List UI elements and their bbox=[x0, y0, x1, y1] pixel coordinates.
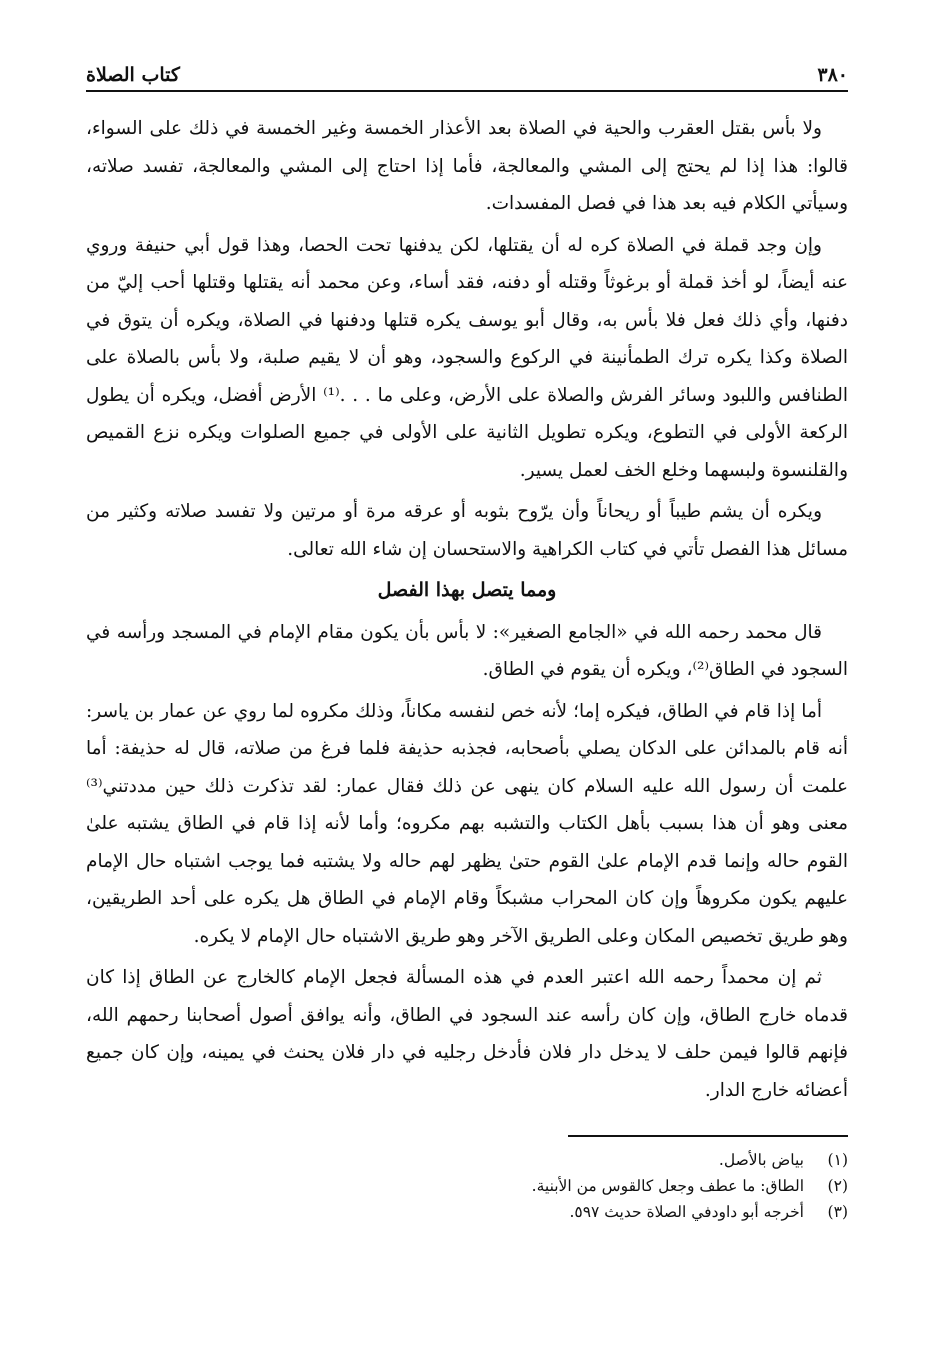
paragraph: وإن وجد قملة في الصلاة كره له أن يقتلها، لكن يدفنها تحت الحصا، وهذا قول أبي حنيفة وروي عنه أيضاً، لو أخذ قملة أو برغوثاً وقتله أو دفنه، فقد أساء، وعن محمد أنه يقتلها وقتلها أحب إليّ من دفنها، وأي ذلك فعل فلا بأس به، وقال أبو يوسف يكره قتلها ودفنها في الصلاة، ويكره أن يتوق في الصلاة وكذا يكره ترك الطمأنينة في الركوع والسجود، وهو أن لا يقيم صلبة، ولا بأس بالصلاة على الطنافس واللبود وسائر الفرش والصلاة على الأرض، وعلى ما . . .⁽¹⁾ الأرض أفضل، ويكره أن يطول الركعة الأولى في التطوع، ويكره تطويل الثانية على الأولى في جميع الصلوات ويكره نزع القميص والقلنسوة ولبسهما وخلع الخف لعمل يسير. bbox=[86, 234, 848, 481]
footnote-text: الطاق: ما عطف وجعل كالقوس من الأبنية. bbox=[531, 1177, 804, 1195]
page-body bbox=[86, 110, 848, 1109]
footnotes bbox=[86, 1147, 848, 1225]
footnote bbox=[86, 1173, 848, 1199]
paragraph: ولا بأس بقتل العقرب والحية في الصلاة بعد الأعذار الخمسة وغير الخمسة في ذلك على السواء، قالوا: هذا إذا لم يحتج إلى المشي والمعالجة، فأما إذا احتاج إلى المشي والمعالجة، تفسد صلاته، وسيأتي الكلام فيه بعد هذا في فصل المفسدات. bbox=[86, 118, 848, 214]
book-page bbox=[86, 50, 848, 1225]
footnote-number: (١) bbox=[827, 1151, 848, 1169]
footnote-number: (٢) bbox=[827, 1177, 848, 1195]
paragraph: ويكره أن يشم طيباً أو ريحاناً وأن يرّوح بثوبه أو عرقه مرة أو مرتين ولا تفسد صلاته وكثير من مسائل هذا الفصل تأتي في كتاب الكراهية والاستحسان إن شاء الله تعالى. bbox=[86, 501, 848, 560]
footnote-divider bbox=[568, 1135, 848, 1137]
section-heading: ومما يتصل بهذا الفصل bbox=[377, 579, 557, 601]
footnote bbox=[86, 1147, 848, 1173]
paragraph: ثم إن محمداً رحمه الله اعتبر العدم في هذه المسألة فجعل الإمام كالخارج عن الطاق إذا كان قدماه خارج الطاق، وإن كان رأسه عند السجود في الطاق، وأنه يوافق أصول أصحابنا رحمهم الله، فإنهم قالوا فيمن حلف لا يدخل دار فلان فأدخل رجليه في دار فلان يحنث في يمينه، وإن كان جميع أعضائه خارج الدار. bbox=[86, 967, 848, 1101]
footnote-text: بياض بالأصل. bbox=[718, 1151, 804, 1169]
paragraph: قال محمد رحمه الله في «الجامع الصغير»: لا بأس بأن يكون مقام الإمام في المسجد ورأسه في السجود في الطاق⁽²⁾، ويكره أن يقوم في الطاق. bbox=[86, 621, 848, 680]
footnote bbox=[86, 1199, 848, 1225]
page-header bbox=[86, 50, 848, 92]
page-number: ٣٨٠ bbox=[817, 64, 848, 86]
paragraph: أما إذا قام في الطاق، فيكره إما؛ لأنه خص لنفسه مكاناً، وذلك مكروه لما روي عن عمار بن ياسر: أنه قام بالمدائن على الدكان يصلي بأصحابه، فجذبه حذيفة فلما فرغ من صلاته، قال له حذيفة: أما علمت أن رسول الله عليه السلام كان ينهى عن ذلك فقال عمار: لقد تذكرت ذلك حين مددتني⁽³⁾ معنى وهو أن هذا بسبب بأهل الكتاب والتشبه بهم مكروه؛ وأما لأنه إذا قام في الطاق يشتبه علىٰ القوم حاله وإنما قدم الإمام علىٰ القوم حتىٰ يظهر لهم حاله ولا يشتبه فما يوجب اشتباه حال الإمام عليهم يكون مكروهاً وإن كان المحراب مشبكاً وقام الإمام في الطاق هل يكره على أحد الطريقين، وهو طريق تخصيص المكان وعلى الطريق الآخر وهو طريق الاشتباه حال الإمام لا يكره. bbox=[86, 700, 848, 947]
footnote-number: (٣) bbox=[827, 1203, 848, 1221]
footnote-text: أخرجه أبو داودفي الصلاة حديث ٥٩٧. bbox=[569, 1203, 804, 1221]
chapter-title: كتاب الصلاة bbox=[86, 64, 180, 86]
